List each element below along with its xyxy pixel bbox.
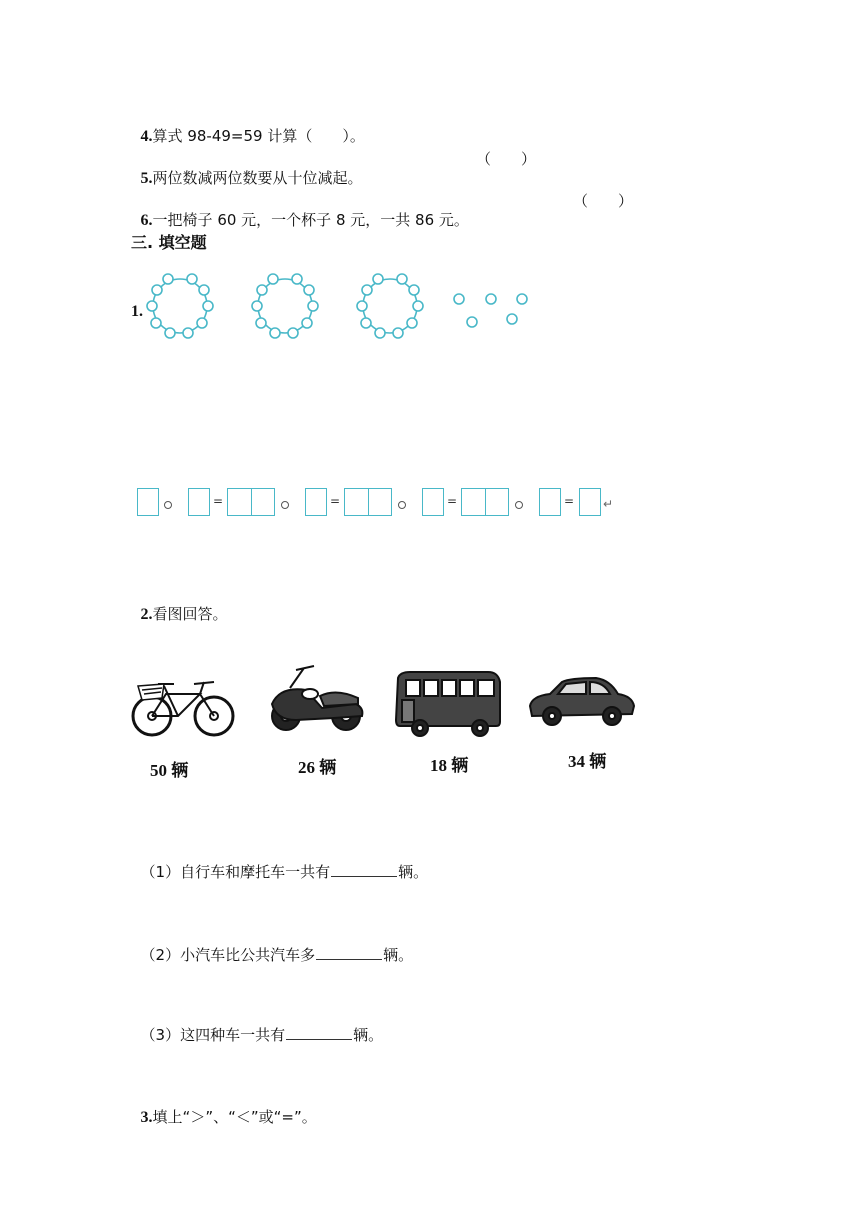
sub-question-1 <box>131 842 428 882</box>
answer-blank[interactable] <box>316 943 382 960</box>
answer-blank[interactable] <box>331 860 397 877</box>
answer-box-pair[interactable] <box>227 488 275 516</box>
bicycle-icon <box>130 668 240 740</box>
bead-ring-icon <box>147 274 213 338</box>
motorcycle-icon <box>266 664 370 734</box>
question-5 <box>131 148 363 189</box>
equals-sign: = <box>213 494 224 508</box>
question-number: 2. <box>140 606 153 623</box>
answer-box[interactable] <box>188 488 210 516</box>
small-circle-icon <box>281 501 289 509</box>
question-number: 3. <box>140 1109 153 1126</box>
small-circle-icon <box>398 501 406 509</box>
question-number: 6. <box>140 212 153 229</box>
question-text: 一把椅子 60 元，一个杯子 8 元，一共 86 元。 <box>152 211 469 229</box>
answer-box[interactable] <box>579 488 601 516</box>
small-circle-icon <box>515 501 523 509</box>
answer-blank[interactable] <box>286 1023 352 1040</box>
question-number: 4. <box>140 128 153 145</box>
sub-question-suffix: 辆。 <box>398 863 429 881</box>
sub-question-suffix: 辆。 <box>353 1026 384 1044</box>
bead-rings-figure <box>140 268 540 348</box>
sub-question-2 <box>131 925 413 965</box>
motorcycle-count: 26 辆 <box>298 758 337 777</box>
question-number: 1. <box>131 303 143 320</box>
bead-ring-icon <box>252 274 318 338</box>
answer-box[interactable] <box>137 488 159 516</box>
question-6 <box>131 190 469 231</box>
car-icon <box>526 676 638 728</box>
answer-box[interactable] <box>422 488 444 516</box>
question-4 <box>131 106 365 147</box>
answer-parentheses[interactable]: （ ） <box>476 150 537 168</box>
equals-sign: = <box>330 494 341 508</box>
question-3 <box>131 1087 317 1128</box>
equals-sign: = <box>564 494 575 508</box>
small-circle-icon <box>164 501 172 509</box>
answer-box-pair[interactable] <box>461 488 509 516</box>
question-text: 算式 98-49=59 计算（ ）。 <box>152 127 365 145</box>
question-text: 填上“＞”、“＜”或“=”。 <box>152 1108 317 1126</box>
sub-question-suffix: 辆。 <box>383 946 414 964</box>
answer-box-pair[interactable] <box>344 488 392 516</box>
bicycle-count: 50 辆 <box>150 761 189 780</box>
bead-ring-icon <box>357 274 423 338</box>
answer-box[interactable] <box>305 488 327 516</box>
sub-question-3 <box>131 1005 383 1045</box>
sub-question-text: （1）自行车和摩托车一共有 <box>140 863 331 881</box>
bus-icon <box>392 670 504 738</box>
question-text: 两位数减两位数要从十位减起。 <box>152 169 363 187</box>
car-count: 34 辆 <box>568 752 607 771</box>
answer-box[interactable] <box>539 488 561 516</box>
question-text: 看图回答。 <box>152 605 228 623</box>
sub-question-text: （2）小汽车比公共汽车多 <box>140 946 316 964</box>
question-2 <box>131 584 228 625</box>
bus-count: 18 辆 <box>430 756 469 775</box>
answer-parentheses[interactable]: （ ） <box>573 192 634 210</box>
return-mark-icon: ↵ <box>603 497 614 511</box>
section-title: 三. 填空题 <box>131 233 207 252</box>
loose-beads-icon <box>454 294 527 327</box>
equals-sign: = <box>447 494 458 508</box>
question-number: 5. <box>140 170 153 187</box>
sub-question-text: （3）这四种车一共有 <box>140 1026 286 1044</box>
